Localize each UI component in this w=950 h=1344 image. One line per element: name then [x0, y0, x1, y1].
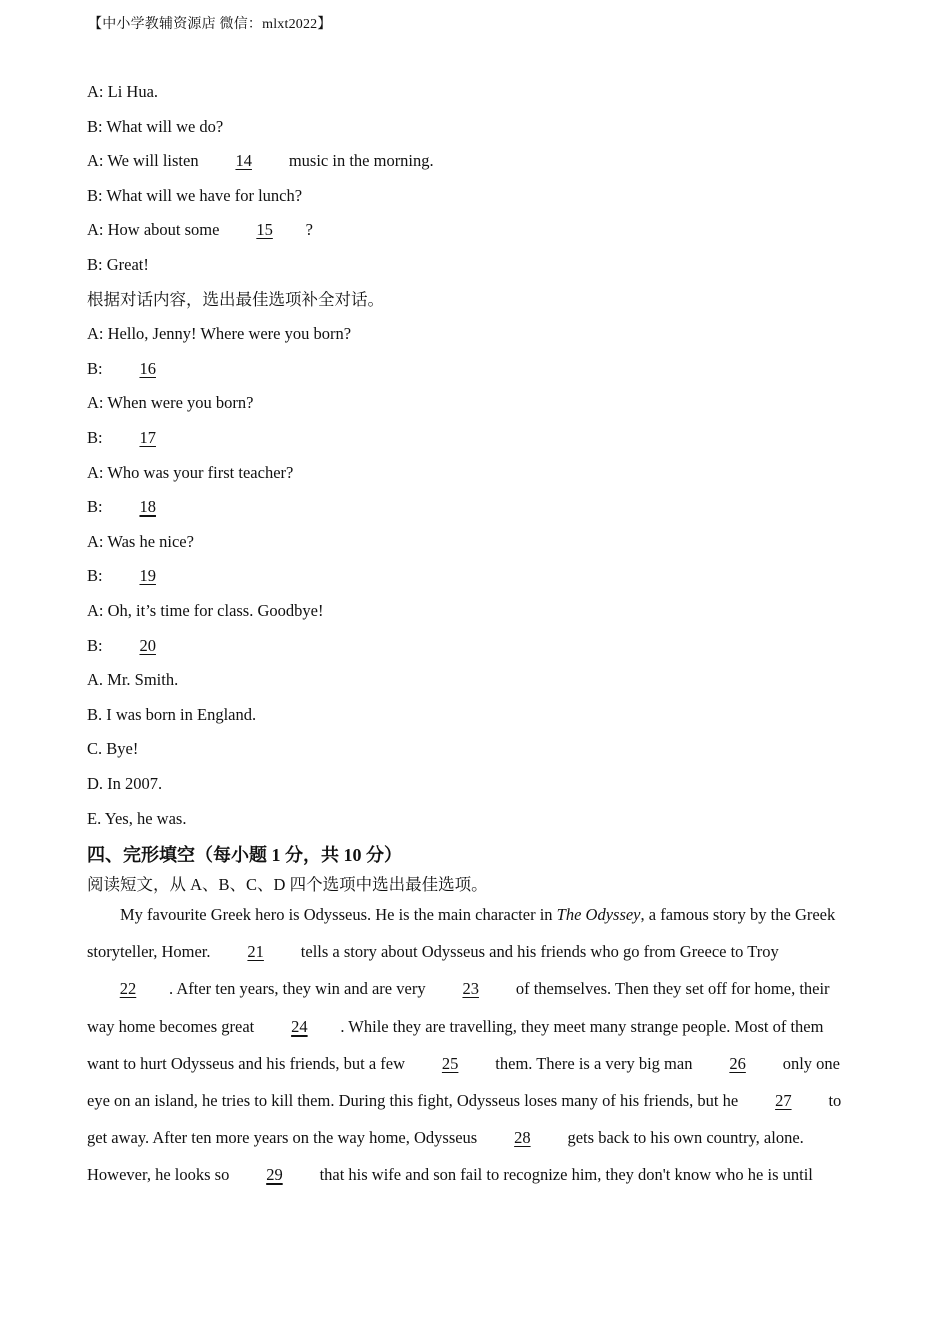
speaker-label: B:: [87, 566, 107, 586]
passage-text: way home becomes great: [87, 1016, 259, 1036]
answer-blank-17[interactable]: 17: [139, 428, 156, 447]
passage-text: . While they are travelling, they meet many strange people. Most of them: [340, 1016, 824, 1036]
dialogue2-line-2: [87, 393, 253, 413]
option-text: C. Bye!: [87, 739, 139, 759]
answer-blank-20[interactable]: 20: [139, 635, 156, 655]
speaker-label: B:: [87, 358, 107, 378]
passage-text: gets back to his own country, alone.: [563, 1128, 804, 1148]
dialogue1-line-5: [87, 255, 149, 275]
dialogue-text: What will we have for lunch?: [106, 185, 303, 205]
passage-line: [87, 1128, 862, 1148]
dialogue2-line-0: [87, 324, 351, 344]
answer-blank-15[interactable]: 15: [256, 220, 273, 240]
book-title: The Odyssey: [556, 905, 641, 924]
dialogue2-line-8: [87, 601, 323, 621]
option-text: A. Mr. Smith.: [87, 670, 179, 690]
dialogue2-line-7: [87, 566, 189, 586]
speaker-label: B:: [87, 428, 107, 447]
speaker-label: A:: [87, 462, 108, 482]
answer-blank-16[interactable]: 16: [139, 358, 156, 378]
cloze-blank-24[interactable]: 24: [291, 1016, 308, 1036]
passage-text: only one: [778, 1053, 841, 1073]
cloze-blank-28[interactable]: 28: [514, 1128, 531, 1148]
speaker-label: A:: [87, 324, 108, 344]
passage-text: However, he looks so: [87, 1165, 234, 1185]
option-2: [87, 739, 138, 759]
dialogue-text: Hello, Jenny! Where were you born?: [107, 324, 352, 344]
option-text: E. Yes, he was.: [87, 808, 187, 828]
passage-text: tells a story about Odysseus and his friends who go from Greece to Troy: [296, 942, 779, 962]
dialogue-text: When were you born?: [107, 393, 254, 413]
dialogue-text: How about some: [107, 220, 224, 240]
passage-line: [87, 1091, 862, 1111]
dialogue1-line-2: [87, 151, 434, 171]
speaker-label: B:: [87, 185, 107, 205]
dialogue-text: Oh, it’s time for class. Goodbye!: [107, 601, 324, 620]
passage-text: that his wife and son fail to recognize him, they don't know who he is until: [315, 1165, 813, 1185]
cloze-blank-29[interactable]: 29: [266, 1165, 283, 1185]
passage-text: of themselves. Then they set off for home, their: [511, 979, 830, 999]
dialogue1-line-0: [87, 82, 158, 102]
passage-text: them. There is a very big man: [491, 1053, 697, 1073]
passage-text: storyteller, Homer.: [87, 942, 215, 962]
passage-line: [87, 1054, 862, 1074]
cloze-blank-21[interactable]: 21: [247, 942, 264, 962]
speaker-label: A:: [87, 220, 108, 240]
page-header: 【中小学教辅资源店 微信：mlxt2022】: [88, 17, 332, 32]
dialogue-text: We will listen: [107, 151, 203, 171]
dialogue-text: What will we do?: [106, 116, 224, 136]
option-text: D. In 2007.: [87, 774, 163, 793]
instruction-text: 根据对话内容，选出最佳选项补全对话。: [87, 289, 384, 309]
option-0: [87, 670, 178, 690]
speaker-label: A:: [87, 393, 108, 413]
passage-line: [87, 979, 862, 999]
section-instruction: 阅读短文，从 A、B、C、D 四个选项中选出最佳选项。: [87, 875, 488, 894]
cloze-blank-23[interactable]: 23: [462, 979, 479, 999]
dialogue-text: Was he nice?: [107, 531, 194, 551]
dialogue-text: ?: [305, 220, 313, 240]
answer-blank-19[interactable]: 19: [139, 566, 156, 586]
dialogue-text: music in the morning.: [284, 151, 434, 171]
dialogue1-line-1: [87, 117, 223, 137]
passage-text: eye on an island, he tries to kill them. During this fight, Odysseus loses many of his friends, but he: [87, 1091, 743, 1110]
passage-text: want to hurt Odysseus and his friends, but a few: [87, 1053, 410, 1073]
speaker-label: A:: [87, 82, 108, 101]
cloze-blank-22[interactable]: 22: [119, 979, 137, 999]
passage-text: to: [824, 1091, 842, 1110]
passage-text: get away. After ten more years on the way home, Odysseus: [87, 1128, 482, 1148]
passage-line: [87, 1017, 862, 1037]
option-4: [87, 809, 186, 829]
option-3: [87, 774, 162, 794]
dialogue-text: Who was your first teacher?: [107, 462, 294, 482]
option-text: B. I was born in England.: [87, 704, 257, 724]
dialogue-text: Li Hua.: [107, 82, 159, 101]
passage-line: [87, 1165, 862, 1185]
speaker-label: B:: [87, 116, 107, 136]
dialogue2-line-5: [87, 497, 189, 517]
option-1: [87, 705, 256, 725]
cloze-blank-25[interactable]: 25: [441, 1053, 459, 1073]
cloze-blank-26[interactable]: 26: [729, 1053, 746, 1073]
speaker-label: A:: [87, 531, 108, 551]
passage-text: My favourite Greek hero is Odysseus. He is the main character in: [120, 905, 557, 924]
passage-line: [87, 942, 862, 962]
instruction-1: [87, 290, 384, 310]
section-title: 四、完形填空（每小题 1 分，共 10 分）: [87, 845, 402, 865]
dialogue2-line-1: [87, 359, 189, 379]
dialogue1-line-4: [87, 220, 313, 240]
speaker-label: B:: [87, 255, 107, 274]
speaker-label: A:: [87, 601, 108, 620]
speaker-label: B:: [87, 635, 107, 655]
dialogue1-line-3: [87, 186, 302, 206]
cloze-blank-27[interactable]: 27: [775, 1091, 792, 1110]
dialogue2-line-4: [87, 463, 293, 483]
passage-text: , a famous story by the Greek: [640, 905, 836, 924]
dialogue-text: Great!: [106, 255, 149, 274]
passage-text: . After ten years, they win and are very: [169, 979, 430, 999]
dialogue2-line-6: [87, 532, 194, 552]
speaker-label: A:: [87, 151, 108, 171]
answer-blank-18[interactable]: 18: [139, 497, 156, 517]
dialogue2-line-9: [87, 636, 189, 656]
dialogue2-line-3: [87, 428, 189, 448]
passage-line: [87, 905, 862, 925]
answer-blank-14[interactable]: 14: [235, 151, 252, 171]
speaker-label: B:: [87, 497, 107, 517]
